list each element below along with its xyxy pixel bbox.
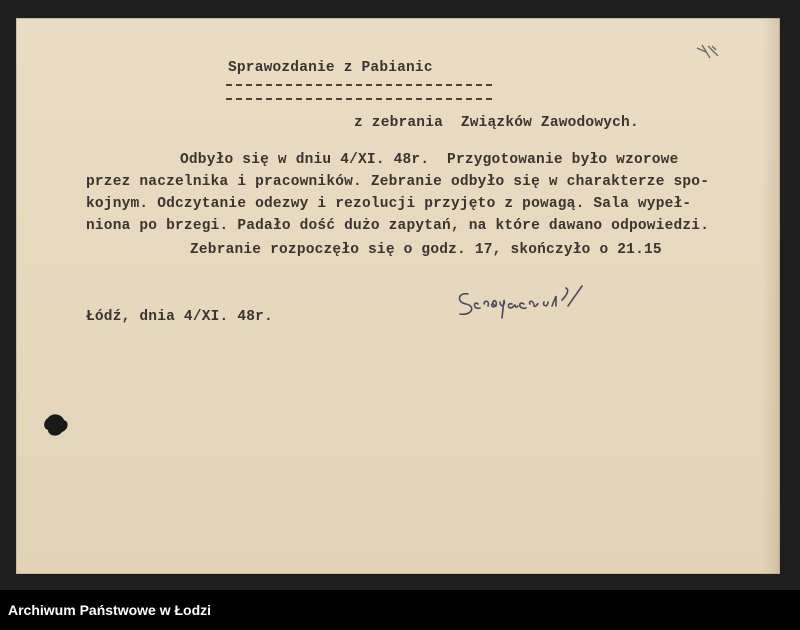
- paper-edge-shadow: [762, 18, 780, 574]
- title-underline: [226, 84, 492, 86]
- body-line-5: Zebranie rozpoczęło się o godz. 17, skończyło o 21.15: [190, 242, 662, 258]
- paper-sheet: [16, 18, 780, 574]
- document-subtitle: z zebrania Związków Zawodowych.: [354, 115, 639, 131]
- archive-name: Archiwum Państwowe w Łodzi: [8, 602, 212, 618]
- pencil-mark-icon: [694, 42, 722, 64]
- place-date-line: Łódź, dnia 4/XI. 48r.: [86, 309, 273, 325]
- document-title: Sprawozdanie z Pabianic: [228, 60, 433, 76]
- ink-blot-icon: [42, 410, 70, 438]
- title-underline-2: [226, 98, 492, 100]
- body-line-3: kojnym. Odczytanie odezwy i rezolucji przyjęto z powagą. Sala wypeł-: [86, 196, 692, 212]
- body-line-1: Odbyło się w dniu 4/XI. 48r. Przygotowanie było wzorowe: [180, 152, 679, 168]
- body-line-4: niona po brzegi. Padało dość dużo zapytań, na które dawano odpowiedzi.: [86, 218, 710, 234]
- body-line-2: przez naczelnika i pracowników. Zebranie odbyło się w charakterze spo-: [86, 174, 710, 190]
- handwritten-signature-icon: [454, 282, 604, 322]
